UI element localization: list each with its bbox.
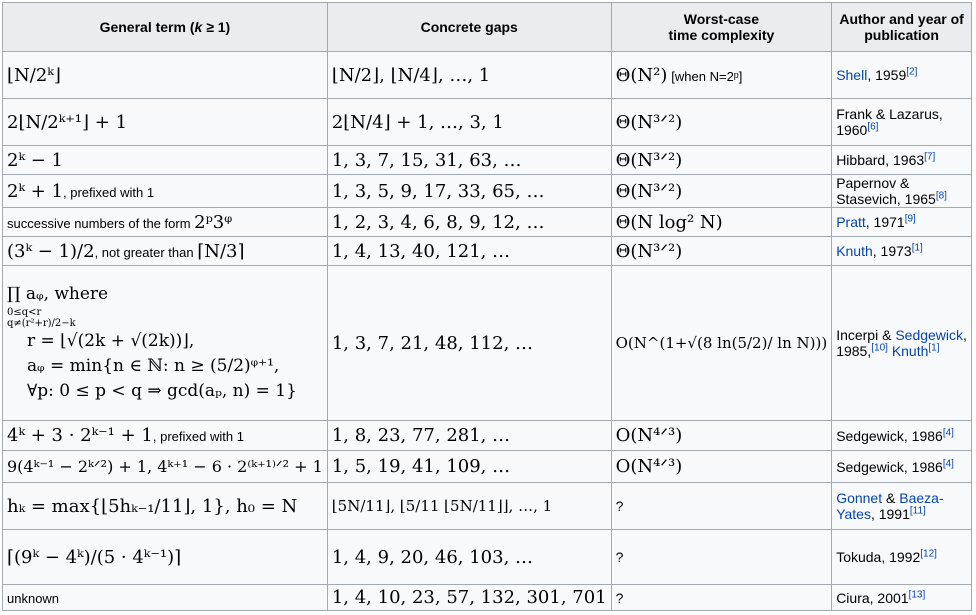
cell-gaps: 1, 4, 9, 20, 46, 103, …	[327, 530, 611, 585]
cell-complexity: Θ(N log² N)	[611, 208, 832, 237]
cell-complexity: ?	[611, 483, 832, 530]
cell-author: Hibbard, 1963[7]	[832, 146, 972, 175]
cell-gaps: 1, 3, 7, 21, 48, 112, …	[327, 266, 611, 421]
table-row	[3, 585, 972, 611]
cell-complexity: Θ(N³ᐟ²)	[611, 146, 832, 175]
header-concrete-gaps[interactable]: Concrete gaps	[327, 3, 611, 52]
author-link-gonnet[interactable]: Gonnet	[836, 490, 883, 506]
citation-link[interactable]: [1]	[911, 242, 923, 254]
author-link-knuth[interactable]: Knuth	[891, 343, 929, 359]
cell-gaps: ⌊N/2⌋, ⌊N/4⌋, …, 1	[327, 52, 611, 99]
cell-complexity: Θ(N²) [when N=2ᵖ]	[611, 52, 832, 99]
cell-author: Pratt, 1971[9]	[832, 208, 972, 237]
table-row	[3, 52, 972, 99]
cell-term: 9(4ᵏ⁻¹ − 2ᵏᐟ²) + 1, 4ᵏ⁺¹ − 6 · 2⁽ᵏ⁺¹⁾ᐟ² + 1	[3, 451, 328, 483]
table-row	[3, 99, 972, 146]
cell-term: 4ᵏ + 3 · 2ᵏ⁻¹ + 1, prefixed with 1	[3, 421, 328, 451]
cell-author: Sedgewick, 1986[4]	[832, 421, 972, 451]
formula-block: ∏ aᵩ, where 0≤q<r q≠(r²+r)/2−k r = ⌊√(2k + √(2k))⌋, aᵩ = min{n ∈ ℕ: n ≥ (5/2)ᵠ⁺¹, ∀p: 0 ≤ p < q ⇒ gcd(aₚ, n) = 1}	[7, 284, 297, 401]
citation-link[interactable]: [10]	[871, 342, 888, 354]
author-link-shell[interactable]: Shell	[836, 67, 868, 83]
table-row	[3, 208, 972, 237]
citation-link[interactable]: [1]	[928, 342, 940, 354]
citation-link[interactable]: [13]	[908, 588, 926, 600]
table-row	[3, 237, 972, 266]
cell-author: Incerpi & Sedgewick, 1985,[10] Knuth[1]	[832, 266, 972, 421]
citation-link[interactable]: [7]	[924, 151, 936, 163]
citation-link[interactable]: [9]	[904, 213, 916, 225]
author-link-sedgewick[interactable]: Sedgewick	[895, 327, 964, 343]
author-link-pratt[interactable]: Pratt	[836, 214, 866, 230]
cell-gaps: 1, 4, 10, 23, 57, 132, 301, 701	[327, 585, 611, 611]
header-general-term[interactable]: General term (k ≥ 1)	[3, 3, 328, 52]
cell-author: Ciura, 2001[13]	[832, 585, 972, 611]
cell-term: hₖ = max{⌊5hₖ₋₁/11⌋, 1}, h₀ = N	[3, 483, 328, 530]
cell-author: Tokuda, 1992[12]	[832, 530, 972, 585]
table-row	[3, 530, 972, 585]
cell-complexity: Θ(N³ᐟ²)	[611, 237, 832, 266]
cell-gaps: 1, 3, 5, 9, 17, 33, 65, …	[327, 175, 611, 208]
table-row	[3, 266, 972, 421]
cell-term: 2ᵏ + 1, prefixed with 1	[3, 175, 328, 208]
citation-link[interactable]: [11]	[909, 505, 926, 517]
cell-term: ⌊N/2ᵏ⌋	[3, 52, 328, 99]
header-row	[3, 3, 972, 52]
cell-term: ⌈(9ᵏ − 4ᵏ)/(5 · 4ᵏ⁻¹)⌉	[3, 530, 328, 585]
author-link-baeza-yates[interactable]: Baeza-Yates	[836, 490, 944, 522]
cell-author: Frank & Lazarus, 1960[6]	[832, 99, 972, 146]
citation-link[interactable]: [12]	[920, 548, 937, 560]
cell-gaps: 1, 3, 7, 15, 31, 63, …	[327, 146, 611, 175]
cell-term: 2⌊N/2ᵏ⁺¹⌋ + 1	[3, 99, 328, 146]
header-author[interactable]: Author and year of publication	[832, 3, 972, 52]
table-row	[3, 483, 972, 530]
cell-complexity: Θ(N³ᐟ²)	[611, 99, 832, 146]
cell-gaps: 1, 4, 13, 40, 121, …	[327, 237, 611, 266]
cell-complexity: O(N⁴ᐟ³)	[611, 451, 832, 483]
table-row	[3, 146, 972, 175]
cell-author: Papernov & Stasevich, 1965[8]	[832, 175, 972, 208]
cell-author: Shell, 1959[2]	[832, 52, 972, 99]
cell-gaps: 2⌊N/4⌋ + 1, …, 3, 1	[327, 99, 611, 146]
cell-complexity: ?	[611, 585, 832, 611]
table-row	[3, 421, 972, 451]
cell-complexity: O(N^(1+√(8 ln(5/2)/ ln N)))	[611, 266, 832, 421]
cell-complexity: Θ(N³ᐟ²)	[611, 175, 832, 208]
cell-gaps: 1, 5, 19, 41, 109, …	[327, 451, 611, 483]
cell-gaps: ⌊5N/11⌋, ⌊5/11 ⌊5N/11⌋⌋, …, 1	[327, 483, 611, 530]
cell-gaps: 1, 2, 3, 4, 6, 8, 9, 12, …	[327, 208, 611, 237]
cell-term: unknown	[3, 585, 328, 611]
citation-link[interactable]: [4]	[942, 457, 954, 469]
cell-term	[3, 266, 328, 421]
cell-author: Sedgewick, 1986[4]	[832, 451, 972, 483]
table-row	[3, 451, 972, 483]
cell-gaps: 1, 8, 23, 77, 281, …	[327, 421, 611, 451]
cell-author: Gonnet & Baeza-Yates, 1991[11]	[832, 483, 972, 530]
gap-sequence-table	[2, 2, 972, 611]
cell-term: 2ᵏ − 1	[3, 146, 328, 175]
cell-complexity: ?	[611, 530, 832, 585]
citation-link[interactable]: [2]	[906, 66, 918, 78]
cell-complexity: O(N⁴ᐟ³)	[611, 421, 832, 451]
cell-term: (3ᵏ − 1)/2, not greater than ⌈N/3⌉	[3, 237, 328, 266]
header-complexity[interactable]: Worst-case time complexity	[611, 3, 832, 52]
cell-author: Knuth, 1973[1]	[832, 237, 972, 266]
cell-term: successive numbers of the form 2ᵖ3ᵠ	[3, 208, 328, 237]
table-row	[3, 175, 972, 208]
author-link-knuth[interactable]: Knuth	[836, 243, 873, 259]
citation-link[interactable]: [8]	[935, 190, 947, 202]
citation-link[interactable]: [4]	[942, 426, 954, 438]
citation-link[interactable]: [6]	[867, 121, 879, 133]
